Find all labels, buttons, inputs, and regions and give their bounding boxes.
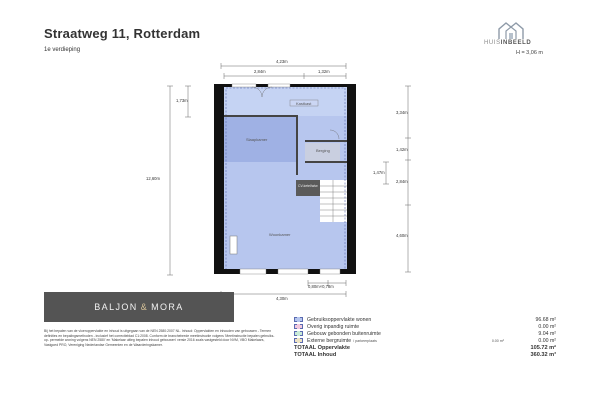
ceiling-height: H = 3,06 m <box>515 50 543 56</box>
dim-width-left: 2,84m <box>254 69 266 74</box>
dim-right-5: 4,60m <box>396 233 408 238</box>
page-title: Straatweg 11, Rotterdam <box>44 26 201 41</box>
dim-bottom-openings: 0,80m×0,78m <box>308 284 334 289</box>
brand-logo-text: HUISINBEELD <box>484 40 532 46</box>
agency-logo: BALJON & MORA <box>44 292 234 322</box>
floor-label: 1e verdieping <box>44 47 81 53</box>
legend-swatch <box>294 338 303 343</box>
dim-total-width-bottom: 4,30m <box>276 296 288 301</box>
dim-total-width-top: 4,23m <box>276 59 288 64</box>
dim-right-2: 1,42m <box>396 147 408 152</box>
dim-height-left-top: 1,73m <box>176 98 188 103</box>
measurement-disclaimer: Bij het bepalen van de vloeroppervlakte en inhoud is uitgegaan van de NEN 2580:2007 NL. Inhoud: Oppervlakten en inhouden van gebouwen - Termen definities en bepalingsmethoden - inclusief het correctieblad C1:2008. Conform de branchebrede meetinstructie volgens 'Meetinstructie bepalen gebruiks- op- permelde woning volgens NEN 2580' en 'Makelaar uitleg bepalen inhoud gebouwen' versie 2016 zoals vastgesteld door NVM, VBO Makelaars, Vastgoed PRO, Vereniging Nederlandse Gemeenten en de Waarderingskamer. <box>44 329 275 347</box>
legend-row: Externe bergruimte / parkeerplaats 0.00 m² 0.00 m² <box>294 337 556 344</box>
room-label-woonkamer: Woonkamer <box>269 232 291 237</box>
legend-swatch <box>294 317 303 322</box>
room-label-slaapkamer: Slaapkamer <box>246 137 268 142</box>
total-area-row: TOTAAL Oppervlakte 105.72 m² <box>294 344 556 351</box>
area-legend <box>294 316 556 358</box>
room-label-berging: Berging <box>316 148 330 153</box>
dim-right-4: 2,84m <box>396 179 408 184</box>
legend-row: Gebouw gebonden buitenruimte 9.04 m² <box>294 330 556 337</box>
dim-width-right: 1,32m <box>318 69 330 74</box>
room-label-kastkast: Kastkast <box>296 101 312 106</box>
dim-right-3: 1,47m <box>373 170 385 175</box>
dim-right-1: 3,34m <box>396 110 408 115</box>
legend-swatch <box>294 331 303 336</box>
room-label-cv: CV-ketel/wtw <box>298 184 318 188</box>
legend-swatch <box>294 324 303 329</box>
legend-row: Gebruiksoppervlakte wonen 96.68 m² <box>294 316 556 323</box>
dim-height-total: 12,60m <box>146 176 160 181</box>
total-volume-row: TOTAAL Inhoud 360.32 m³ <box>294 351 556 358</box>
legend-row: Overig inpandig ruimte 0.00 m² <box>294 323 556 330</box>
